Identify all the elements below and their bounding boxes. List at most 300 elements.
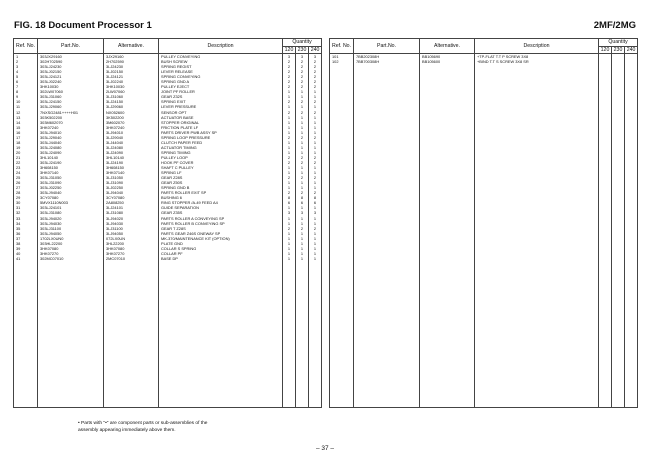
- qty-240-cell: 1: [309, 185, 322, 190]
- part-no-cell: 303LJ44040: [38, 140, 104, 145]
- part-no-cell: 302LW07060: [38, 89, 104, 94]
- description-cell: +TP-FLAT T.T P SCREW 3X8: [475, 54, 599, 60]
- description-cell: PARTS ROLLER EXIT SP: [159, 190, 283, 195]
- ref-no-cell: 25: [14, 175, 38, 180]
- qty-230-cell: 1: [296, 221, 309, 226]
- qty-240-cell: 1: [309, 216, 322, 221]
- qty-240-cell: 2: [309, 79, 322, 84]
- description-cell: SPRING LF: [159, 170, 283, 175]
- qty-230-cell: 6: [296, 200, 309, 205]
- description-cell: SPRING CONVEYING: [159, 74, 283, 79]
- empty-cell: [159, 261, 283, 408]
- part-no-cell: 303LJ94010: [38, 130, 104, 135]
- col-qty-240: 240: [309, 46, 322, 54]
- part-no-cell: 303LJ29040: [38, 135, 104, 140]
- description-cell: PULLEY CONVEYING: [159, 54, 283, 60]
- part-no-cell: 303JX29160: [38, 54, 104, 60]
- alternative-cell: 072LX0UN: [104, 236, 159, 241]
- empty-cell: [599, 64, 612, 408]
- qty-230-cell: 1: [296, 251, 309, 256]
- alternative-cell: 3LJ02250: [104, 185, 159, 190]
- ref-no-cell: 39: [14, 246, 38, 251]
- part-no-cell: 3HK07140: [38, 170, 104, 175]
- qty-230-cell: 2: [296, 110, 309, 115]
- description-cell: RING STOPPER /A-49 FEED A4: [159, 200, 283, 205]
- col-qty-230: 230: [612, 46, 625, 54]
- empty-row: [330, 64, 638, 408]
- qty-120-cell: 1: [283, 251, 296, 256]
- alternative-cell: 3LJ31090: [104, 180, 159, 185]
- qty-230-cell: 1: [296, 140, 309, 145]
- col-description: Description: [475, 39, 599, 54]
- description-cell: PARTS GEAR Z46S ONEWAY SP: [159, 231, 283, 236]
- qty-120-cell: 2: [283, 110, 296, 115]
- qty-120-cell: 1: [283, 221, 296, 226]
- part-no-cell: 303LJ24101: [38, 205, 104, 210]
- ref-no-cell: 3: [14, 64, 38, 69]
- alternative-cell: 3LJ94040: [104, 190, 159, 195]
- ref-no-cell: 15: [14, 125, 38, 130]
- part-no-cell: 303K502200: [38, 115, 104, 120]
- qty-240-cell: 1: [309, 150, 322, 155]
- description-cell: BUSH SCREW: [159, 59, 283, 64]
- part-no-cell: 303LJ31080: [38, 210, 104, 215]
- ref-no-cell: 7: [14, 84, 38, 89]
- qty-230-cell: 1: [296, 145, 309, 150]
- qty-240-cell: 1: [309, 89, 322, 94]
- alternative-cell: 3JX29160: [104, 54, 159, 60]
- ref-no-cell: 33: [14, 216, 38, 221]
- alternative-cell: 3LJ31080: [104, 210, 159, 215]
- description-cell: STOPPER ORIGINAL: [159, 120, 283, 125]
- ref-no-cell: 11: [14, 104, 38, 109]
- description-cell: JOINT PF ROLLER: [159, 89, 283, 94]
- qty-120-cell: 2: [283, 99, 296, 104]
- page-number: – 37 –: [315, 445, 335, 452]
- qty-120-cell: 1: [283, 170, 296, 175]
- description-cell: GEAR T Z28S: [159, 226, 283, 231]
- qty-240-cell: 2: [309, 155, 322, 160]
- part-no-cell: 1702LX0UN0: [38, 236, 104, 241]
- alternative-cell: 2MC07010: [104, 256, 159, 261]
- qty-120-cell: 2: [283, 84, 296, 89]
- part-no-cell: 3HL10140: [38, 155, 104, 160]
- parts-table-right: [329, 38, 638, 408]
- qty-230-cell: 1: [296, 165, 309, 170]
- figure-title: FIG. 18 Document Processor 1: [14, 20, 152, 31]
- description-cell: SPRING TIMING: [159, 150, 283, 155]
- ref-no-cell: 5: [14, 74, 38, 79]
- alternative-cell: BB105600: [420, 59, 475, 64]
- alternative-cell: 3LJ31050: [104, 175, 159, 180]
- qty-230-cell: 1: [296, 256, 309, 261]
- ref-no-cell: 1: [14, 54, 38, 60]
- parts-list-right: [330, 54, 638, 408]
- qty-240-cell: 1: [309, 251, 322, 256]
- col-ref-no: Ref. No.: [330, 39, 354, 54]
- description-cell: ACTUATOR BASE: [159, 115, 283, 120]
- part-no-cell: 302MC07010: [38, 256, 104, 261]
- col-part-no: Part.No.: [38, 39, 104, 54]
- qty-230-cell: 2: [296, 160, 309, 165]
- qty-120-cell: 6: [283, 200, 296, 205]
- qty-230-cell: 8: [296, 195, 309, 200]
- col-quantity: Quantity: [283, 39, 322, 47]
- qty-120-cell: 2: [283, 79, 296, 84]
- ref-no-cell: 22: [14, 160, 38, 165]
- description-cell: GEAR Z28S: [159, 175, 283, 180]
- description-cell: HOOK PF COVER: [159, 160, 283, 165]
- ref-no-cell: 102: [330, 59, 354, 64]
- part-no-cell: 3HK10030: [38, 84, 104, 89]
- part-no-cell: 303LJ02150: [38, 69, 104, 74]
- empty-cell: [420, 64, 475, 408]
- qty-120-cell: 1: [283, 89, 296, 94]
- alternative-cell: 3HK10030: [104, 84, 159, 89]
- part-no-cell: 303LJ24080: [38, 145, 104, 150]
- ref-no-cell: 36: [14, 231, 38, 236]
- qty-230-cell: 2: [296, 74, 309, 79]
- qty-230-cell: 1: [296, 216, 309, 221]
- qty-240-cell: 2: [309, 190, 322, 195]
- part-no-cell: 302H702590: [38, 59, 104, 64]
- part-no-cell: 303LJ02240: [38, 79, 104, 84]
- alternative-cell: 3LJ94020: [104, 216, 159, 221]
- qty-230-cell: 2: [296, 69, 309, 74]
- alternative-cell: 2A808250: [104, 200, 159, 205]
- qty-230-cell: 1: [296, 170, 309, 175]
- qty-230-cell: 1: [296, 94, 309, 99]
- alternative-cell: 3LJ24190: [104, 160, 159, 165]
- qty-240-cell: 1: [309, 115, 322, 120]
- description-cell: ACTUATOR TIMING: [159, 145, 283, 150]
- alternative-cell: BB105690: [420, 54, 475, 60]
- part-no-cell: 303LJ24150: [38, 99, 104, 104]
- alternative-cell: 3LJ24090: [104, 150, 159, 155]
- qty-230-cell: 1: [296, 205, 309, 210]
- qty-230-cell: 1: [296, 89, 309, 94]
- ref-no-cell: 14: [14, 120, 38, 125]
- part-no-cell: 303LJ94050: [38, 231, 104, 236]
- part-no-cell: 303HL22200: [38, 241, 104, 246]
- part-no-cell: 5MVX1110N003: [38, 200, 104, 205]
- ref-no-cell: 12: [14, 110, 38, 115]
- qty-230-cell: 1: [296, 115, 309, 120]
- qty-230-cell: 1: [296, 180, 309, 185]
- ref-no-cell: 41: [14, 256, 38, 261]
- qty-240-cell: 1: [309, 120, 322, 125]
- qty-230-cell: 3: [296, 54, 309, 60]
- qty-240-cell: 1: [309, 130, 322, 135]
- qty-240-cell: 1: [309, 125, 322, 130]
- qty-230-cell: 2: [296, 79, 309, 84]
- description-cell: GEAR Z35S: [159, 210, 283, 215]
- qty-240-cell: 1: [309, 165, 322, 170]
- qty-120-cell: 3: [283, 54, 296, 60]
- qty-240-cell: 1: [309, 241, 322, 246]
- qty-240-cell: 2: [309, 74, 322, 79]
- qty-240-cell: 2: [309, 59, 322, 64]
- qty-240-cell: 1: [309, 170, 322, 175]
- part-no-cell: 303LJ31100: [38, 226, 104, 231]
- qty-230-cell: 2: [296, 64, 309, 69]
- qty-120-cell: 2: [283, 74, 296, 79]
- part-no-cell: 303LJ24190: [38, 160, 104, 165]
- qty-240-cell: 2: [309, 160, 322, 165]
- alternative-cell: 3LJ24230: [104, 64, 159, 69]
- qty-240-cell: 2: [309, 175, 322, 180]
- part-no-cell: 303LJ24121: [38, 74, 104, 79]
- ref-no-cell: 27: [14, 185, 38, 190]
- qty-230-cell: 1: [296, 241, 309, 246]
- empty-cell: [612, 64, 625, 408]
- part-no-cell: 303LJ94020: [38, 216, 104, 221]
- qty-230-cell: 2: [296, 226, 309, 231]
- qty-230-cell: 1: [296, 130, 309, 135]
- qty-120-cell: 1: [283, 205, 296, 210]
- qty-230-cell: 1: [296, 150, 309, 155]
- qty-240-cell: 8: [309, 195, 322, 200]
- description-cell: BUSHING 6: [159, 195, 283, 200]
- ref-no-cell: 31: [14, 205, 38, 210]
- alternative-cell: 3M602070: [104, 120, 159, 125]
- col-part-no: Part.No.: [354, 39, 420, 54]
- alternative-cell: NX052600: [104, 110, 159, 115]
- part-no-cell: 3HK07270: [38, 251, 104, 256]
- description-cell: +BIND T.T S SCREW 3X8 SR: [475, 59, 599, 64]
- qty-240-cell: 2: [309, 69, 322, 74]
- qty-230-cell: 2: [296, 59, 309, 64]
- qty-240-cell: 2: [309, 135, 322, 140]
- ref-no-cell: 8: [14, 89, 38, 94]
- empty-row: [14, 261, 322, 408]
- empty-cell: [625, 64, 638, 408]
- part-no-cell: 303LJ24090: [38, 150, 104, 155]
- alternative-cell: 3LJ29040: [104, 135, 159, 140]
- description-cell: SHAFT C PULLEY: [159, 165, 283, 170]
- qty-240-cell: 2: [309, 226, 322, 231]
- description-cell: GEAR Z50S: [159, 180, 283, 185]
- part-no-cell: 3CY07080: [38, 195, 104, 200]
- col-qty-230: 230: [296, 46, 309, 54]
- ref-no-cell: 101: [330, 54, 354, 60]
- alternative-cell: 3LJ24101: [104, 205, 159, 210]
- qty-230-cell: 1: [296, 120, 309, 125]
- qty-120-cell: 1: [283, 231, 296, 236]
- ref-no-cell: 29: [14, 195, 38, 200]
- qty-240-cell: 1: [309, 205, 322, 210]
- ref-no-cell: 2: [14, 59, 38, 64]
- qty-230-cell: 1: [296, 246, 309, 251]
- qty-120-cell: 1: [283, 256, 296, 261]
- alternative-cell: 3LJ31060: [104, 94, 159, 99]
- alternative-cell: 3LJ94050: [104, 231, 159, 236]
- description-cell: FRICTION PLATE LF: [159, 125, 283, 130]
- description-cell: PLATE GND: [159, 241, 283, 246]
- qty-240-cell: 3: [309, 54, 322, 60]
- qty-120-cell: 1: [283, 140, 296, 145]
- part-no-cell: 303LJ24230: [38, 64, 104, 69]
- col-qty-120: 120: [283, 46, 296, 54]
- qty-120-cell: 2: [283, 135, 296, 140]
- alternative-cell: 3HL10140: [104, 155, 159, 160]
- qty-120-cell: 1: [283, 94, 296, 99]
- qty-240-cell: 2: [309, 64, 322, 69]
- part-no-cell: 303LJ31060: [38, 94, 104, 99]
- parts-table-left: [13, 38, 322, 408]
- ref-no-cell: 35: [14, 226, 38, 231]
- qty-240-cell: 6: [309, 200, 322, 205]
- qty-120-cell: 1: [283, 216, 296, 221]
- ref-no-cell: 30: [14, 200, 38, 205]
- qty-240-cell: 1: [309, 104, 322, 109]
- qty-240-cell: 1: [309, 236, 322, 241]
- ref-no-cell: 6: [14, 79, 38, 84]
- description-cell: SPRING LOOP PRESSURE: [159, 135, 283, 140]
- qty-120-cell: 8: [283, 195, 296, 200]
- part-no-cell: 3HK07080: [38, 246, 104, 251]
- part-no-cell: 7BB700308H: [354, 59, 420, 64]
- description-cell: BASE DP: [159, 256, 283, 261]
- description-cell: SENSOR OPT: [159, 110, 283, 115]
- qty-120-cell: 2: [283, 69, 296, 74]
- qty-240-cell: 1: [309, 180, 322, 185]
- ref-no-cell: 37: [14, 236, 38, 241]
- qty-230-cell: 2: [296, 175, 309, 180]
- qty-120-cell: 1: [283, 115, 296, 120]
- description-cell: PULLEY LOOP: [159, 155, 283, 160]
- description-cell: PARTS ROLLER B CONVEYING SP: [159, 221, 283, 226]
- alternative-cell: 3LJ94030: [104, 221, 159, 226]
- qty-240-cell: 1: [309, 246, 322, 251]
- ref-no-cell: 20: [14, 150, 38, 155]
- empty-cell: [283, 261, 296, 408]
- description-cell: LEVER PRESSURE: [159, 104, 283, 109]
- qty-120-cell: 2: [283, 155, 296, 160]
- qty-120-cell: 1: [283, 241, 296, 246]
- description-cell: GEAR Z32S: [159, 94, 283, 99]
- part-no-cell: 303LJ31090: [38, 180, 104, 185]
- ref-no-cell: 13: [14, 115, 38, 120]
- qty-230-cell: 2: [296, 99, 309, 104]
- alternative-cell: 2H702590: [104, 59, 159, 64]
- alternative-cell: 3LJ29060: [104, 104, 159, 109]
- qty-240-cell: 1: [309, 94, 322, 99]
- part-no-cell: 3HK07240: [38, 125, 104, 130]
- description-cell: PULLEY EJECT: [159, 84, 283, 89]
- ref-no-cell: 18: [14, 140, 38, 145]
- qty-230-cell: 1: [296, 185, 309, 190]
- empty-cell: [330, 64, 354, 408]
- model-code: 2MF/2MG: [593, 20, 636, 31]
- qty-240-cell: 1: [309, 140, 322, 145]
- part-no-cell: 303LJ02250: [38, 185, 104, 190]
- description-cell: SPRING GND A: [159, 79, 283, 84]
- col-alternative: Alternative.: [104, 39, 159, 54]
- ref-no-cell: 16: [14, 130, 38, 135]
- ref-no-cell: 24: [14, 170, 38, 175]
- alternative-cell: 3HK07270: [104, 251, 159, 256]
- qty-240-cell: 3: [309, 210, 322, 215]
- qty-240-cell: 2: [309, 110, 322, 115]
- ref-no-cell: 23: [14, 165, 38, 170]
- empty-cell: [296, 261, 309, 408]
- ref-no-cell: 10: [14, 99, 38, 104]
- empty-cell: [309, 261, 322, 408]
- empty-cell: [354, 64, 420, 408]
- alternative-cell: 3H608150: [104, 165, 159, 170]
- qty-120-cell: 1: [283, 150, 296, 155]
- ref-no-cell: 19: [14, 145, 38, 150]
- empty-cell: [104, 261, 159, 408]
- alternative-cell: 3K502200: [104, 115, 159, 120]
- description-cell: MK-370/MAINTENANCE KIT (OPTION): [159, 236, 283, 241]
- part-no-cell: 7BB202308H: [354, 54, 420, 60]
- ref-no-cell: 28: [14, 190, 38, 195]
- ref-no-cell: 34: [14, 221, 38, 226]
- qty-120-cell: 1: [283, 120, 296, 125]
- description-cell: CLUTCH PAPER FEED: [159, 140, 283, 145]
- ref-no-cell: 17: [14, 135, 38, 140]
- alternative-cell: 3LJ24121: [104, 74, 159, 79]
- alternative-cell: 3HK07140: [104, 170, 159, 175]
- qty-230-cell: 1: [296, 104, 309, 109]
- qty-240-cell: 1: [309, 221, 322, 226]
- description-cell: SPRING REGIST: [159, 64, 283, 69]
- qty-230-cell: 2: [296, 84, 309, 89]
- col-description: Description: [159, 39, 283, 54]
- ref-no-cell: 21: [14, 155, 38, 160]
- alternative-cell: 3LJ02240: [104, 79, 159, 84]
- description-cell: COLLAR PF: [159, 251, 283, 256]
- qty-230-cell: 3: [296, 210, 309, 215]
- col-qty-240: 240: [625, 46, 638, 54]
- qty-230-cell: 2: [296, 135, 309, 140]
- description-cell: PARTS DRIVER PWB ASSY SP: [159, 130, 283, 135]
- qty-120-cell: 1: [283, 180, 296, 185]
- qty-240-cell: 2: [309, 99, 322, 104]
- ref-no-cell: 32: [14, 210, 38, 215]
- col-alternative: Alternative.: [420, 39, 475, 54]
- qty-240-cell: 1: [309, 256, 322, 261]
- alternative-cell: 3LJ24150: [104, 99, 159, 104]
- alternative-cell: 3LJ02150: [104, 69, 159, 74]
- qty-120-cell: 2: [283, 190, 296, 195]
- qty-120-cell: 1: [283, 104, 296, 109]
- col-ref-no: Ref. No.: [14, 39, 38, 54]
- ref-no-cell: 9: [14, 94, 38, 99]
- qty-120-cell: 1: [283, 246, 296, 251]
- alternative-cell: 3CY07080: [104, 195, 159, 200]
- description-cell: SPRING GND B: [159, 185, 283, 190]
- qty-240-cell: 2: [309, 84, 322, 89]
- part-no-cell: 3H608150: [38, 165, 104, 170]
- empty-cell: [475, 64, 599, 408]
- qty-240-cell: 1: [309, 145, 322, 150]
- qty-230-cell: 1: [296, 236, 309, 241]
- footnote-line: • Parts with "•" are component parts or sub-assemblies of the: [78, 421, 208, 426]
- qty-240-cell: 1: [309, 231, 322, 236]
- footnote-line: assembly appearing immediately above them.: [78, 427, 176, 433]
- alternative-cell: 2LW07060: [104, 89, 159, 94]
- alternative-cell: 3LJ31100: [104, 226, 159, 231]
- part-no-cell: 303LJ31050: [38, 175, 104, 180]
- alternative-cell: 3LJ44040: [104, 140, 159, 145]
- parts-list-left: [14, 54, 322, 408]
- col-qty-120: 120: [599, 46, 612, 54]
- ref-no-cell: 38: [14, 241, 38, 246]
- description-cell: LEVER RELEASE: [159, 69, 283, 74]
